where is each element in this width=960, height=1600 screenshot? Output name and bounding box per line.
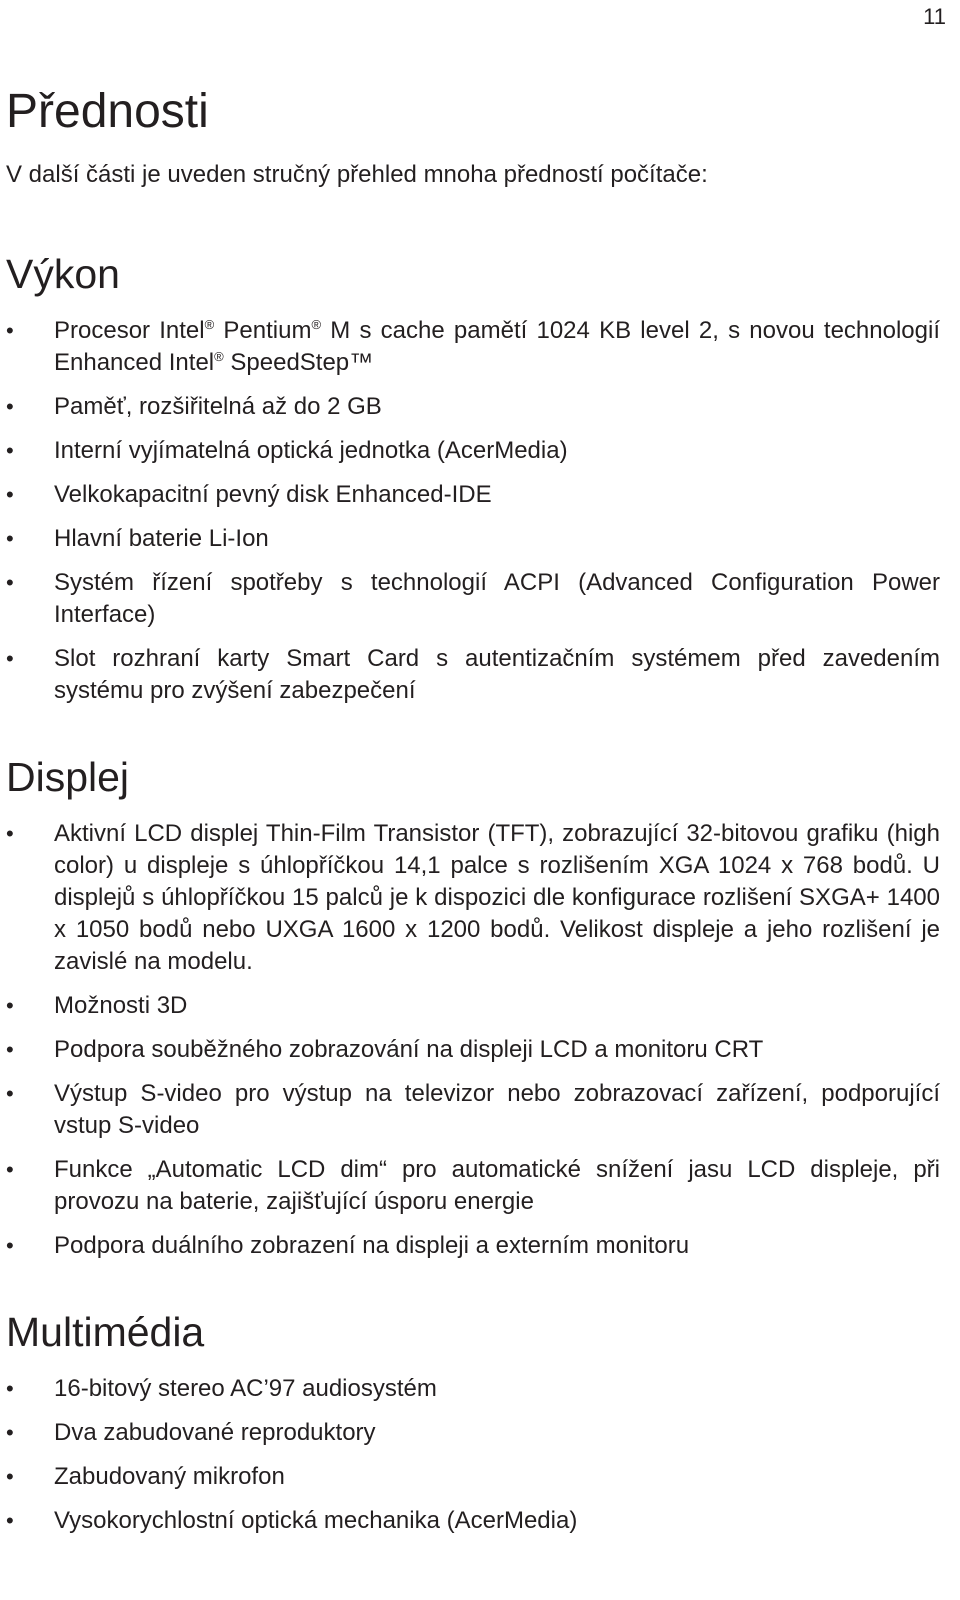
page-content xyxy=(6,84,940,1585)
registered-mark: ® xyxy=(311,316,322,332)
registered-mark: ® xyxy=(214,348,224,364)
intro-paragraph: V další části je uveden stručný přehled mnoha předností počítače: xyxy=(6,161,708,189)
feature-list-multimedia xyxy=(6,1373,940,1537)
section-heading-performance: Výkon xyxy=(6,250,120,297)
section-multimedia xyxy=(6,1310,940,1537)
list-item: • Podpora souběžného zobrazování na displeji LCD a monitoru CRT xyxy=(6,1034,940,1066)
feature-list-performance xyxy=(6,315,940,707)
list-item: • Procesor Intel® Pentium® M s cache pamětí 1024 KB level 2, s novou technologií Enhanced Intel® SpeedStep™ xyxy=(6,315,940,379)
feature-list-display xyxy=(6,818,940,1262)
list-item: • Podpora duálního zobrazení na displeji a externím monitoru xyxy=(6,1230,940,1262)
page-title: Přednosti xyxy=(6,85,209,138)
list-item: • Systém řízení spotřeby s technologií ACPI (Advanced Configuration Power Interface) xyxy=(6,567,940,631)
list-item: • Výstup S-video pro výstup na televizor nebo zobrazovací zařízení, podporující vstup S-video xyxy=(6,1078,940,1142)
registered-mark: ® xyxy=(204,316,215,332)
list-item: • Možnosti 3D xyxy=(6,990,940,1022)
list-item: • Paměť, rozšiřitelná až do 2 GB xyxy=(6,391,940,423)
list-item: • Zabudovaný mikrofon xyxy=(6,1461,940,1493)
section-display xyxy=(6,755,940,1262)
list-item: • 16-bitový stereo AC’97 audiosystém xyxy=(6,1373,940,1405)
list-item: • Funkce „Automatic LCD dim“ pro automatické snížení jasu LCD displeje, při provozu na baterie, zajišťující úsporu energie xyxy=(6,1154,940,1218)
list-item: • Vysokorychlostní optická mechanika (AcerMedia) xyxy=(6,1505,940,1537)
list-item: • Slot rozhraní karty Smart Card s autentizačním systémem před zavedením systému pro zvýšení zabezpečení xyxy=(6,643,940,707)
list-item: • Aktivní LCD displej Thin-Film Transistor (TFT), zobrazující 32-bitovou grafiku (high color) u displeje s úhlopříčkou 14,1 palce s rozlišením XGA 1024 x 768 bodů. U displejů s úhlopříčkou 15 palců je k dispozici dle konfigurace rozlišení SXGA+ 1400 x 1050 bodů nebo UXGA 1600 x 1200 bodů. Velikost displeje a jeho rozlišení je zavislé na modelu. xyxy=(6,818,940,978)
section-performance xyxy=(6,252,940,707)
list-item: • Velkokapacitní pevný disk Enhanced-IDE xyxy=(6,479,940,511)
section-heading-display: Displej xyxy=(6,753,130,800)
list-item: • Interní vyjímatelná optická jednotka (AcerMedia) xyxy=(6,435,940,467)
section-heading-multimedia: Multimédia xyxy=(6,1308,205,1355)
list-item: • Dva zabudované reproduktory xyxy=(6,1417,940,1449)
list-item: • Hlavní baterie Li-Ion xyxy=(6,523,940,555)
page-number: 11 xyxy=(923,4,946,29)
